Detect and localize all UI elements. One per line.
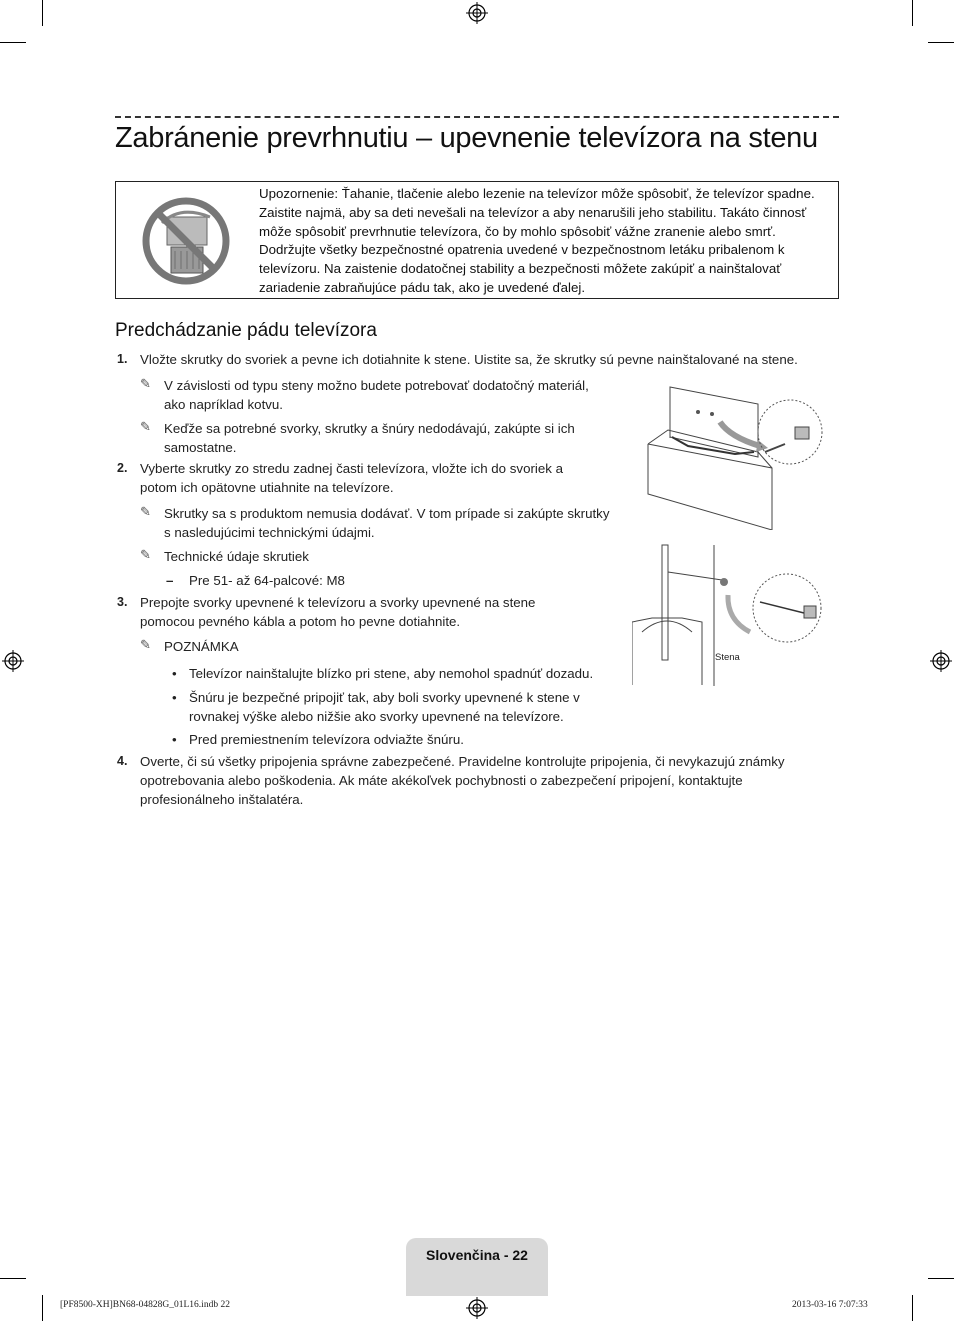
registration-mark-icon (466, 1297, 488, 1319)
warning-text: Upozornenie: Ťahanie, tlačenie alebo lezenie na televízor môže spôsobiť, že televízor spadne. Zaistite najmä, aby sa deti nevešali na televízor a aby nenarušili jeho stabilitu. Takáto činnosť môže spôsobiť prevrhnutie televízora, čo by mohlo spôsobiť vážne zranenie alebo smrť. Dodržujte všetky bezpečnostné opatrenia uvedené v bezpečnostnom letáku pribalenom k televízoru. Na zaistenie dodatočnej stability a bezpečnosti môžete zakúpiť a nainštalovať zariadenie zabraňujúce pádu tak, ako je uvedené ďalej. (259, 186, 815, 295)
step-number: 1. (117, 352, 128, 366)
crop-mark (0, 1278, 26, 1279)
section-title: Predchádzanie pádu televízora (115, 320, 377, 341)
title-divider (115, 116, 839, 118)
registration-mark-icon (466, 2, 488, 24)
note-icon: ✎ (140, 504, 151, 519)
bullet-marker: • (172, 666, 177, 681)
wall-label: Stena (715, 652, 740, 663)
note-icon: ✎ (140, 547, 151, 562)
note-text: POZNÁMKA (164, 639, 239, 654)
crop-mark (912, 1295, 913, 1321)
footer-timestamp: 2013-03-16 7:07:33 (792, 1300, 868, 1310)
page-number-tab (406, 1238, 548, 1296)
step-number: 4. (117, 754, 128, 768)
crop-mark (42, 0, 43, 26)
note-icon: ✎ (140, 419, 151, 434)
bullet-marker: • (172, 690, 177, 705)
step-text: Overte, či sú všetky pripojenia správne zabezpečené. Pravidelne kontrolujte pripojenia, či nevykazujú známky opotrebovania alebo poškodenia. Ak máte akékoľvek pochybnosti o zabezpečení pripojení, kontaktujte profesionálneho inštalatéra. (140, 754, 785, 807)
page-title: Zabránenie prevrhnutiu – upevnenie televízora na stenu (115, 122, 818, 154)
step-text: Vyberte skrutky zo stredu zadnej časti televízora, vložte ich do svoriek a potom ich opätovne utiahnite na televízore. (140, 461, 563, 495)
step-number: 2. (117, 461, 128, 475)
bullet-marker: • (172, 732, 177, 747)
spec-item: Pre 51- až 64-palcové: M8 (189, 573, 345, 588)
registration-mark-icon (930, 650, 952, 672)
crop-mark (928, 42, 954, 43)
crop-mark (0, 42, 26, 43)
page-label: Slovenčina - 22 (426, 1247, 528, 1263)
step-text: Vložte skrutky do svoriek a pevne ich dotiahnite k stene. Uistite sa, že skrutky sú pevne nainštalované na stene. (140, 352, 798, 367)
note-text: Technické údaje skrutiek (164, 549, 309, 564)
crop-mark (42, 1295, 43, 1321)
step-text: Prepojte svorky upevnené k televízoru a svorky upevnené na stene pomocou pevného kábla a potom ho pevne dotiahnite. (140, 595, 536, 629)
dash-marker: – (166, 573, 174, 588)
note-text: V závislosti od typu steny možno budete potrebovať dodatočný materiál, ako napríklad kotvu. (164, 378, 589, 412)
note-icon: ✎ (140, 637, 151, 652)
crop-mark (912, 0, 913, 26)
registration-mark-icon (2, 650, 24, 672)
bullet-item: Šnúru je bezpečné pripojiť tak, aby boli svorky upevnené k stene v rovnakej výške alebo nižšie ako svorky upevnené na televízore. (189, 690, 580, 724)
no-climbing-on-tv-icon (140, 195, 232, 287)
note-icon: ✎ (140, 376, 151, 391)
note-text: Keďže sa potrebné svorky, skrutky a šnúry nedodávajú, zakúpte si ich samostatne. (164, 421, 575, 455)
step-number: 3. (117, 595, 128, 609)
note-text: Skrutky sa s produktom nemusia dodávať. V tom prípade si zakúpte skrutky s nasledujúcimi technickými údajmi. (164, 506, 610, 540)
bullet-item: Televízor nainštalujte blízko pri stene, aby nemohol spadnúť dozadu. (189, 666, 594, 681)
bullet-item: Pred premiestnením televízora odviažte šnúru. (189, 732, 464, 747)
footer-file-info: [PF8500-XH]BN68-04828G_01L16.indb 22 (60, 1300, 230, 1310)
wall-cable-figure (632, 540, 832, 686)
bracket-install-figure (640, 382, 830, 530)
crop-mark (928, 1278, 954, 1279)
